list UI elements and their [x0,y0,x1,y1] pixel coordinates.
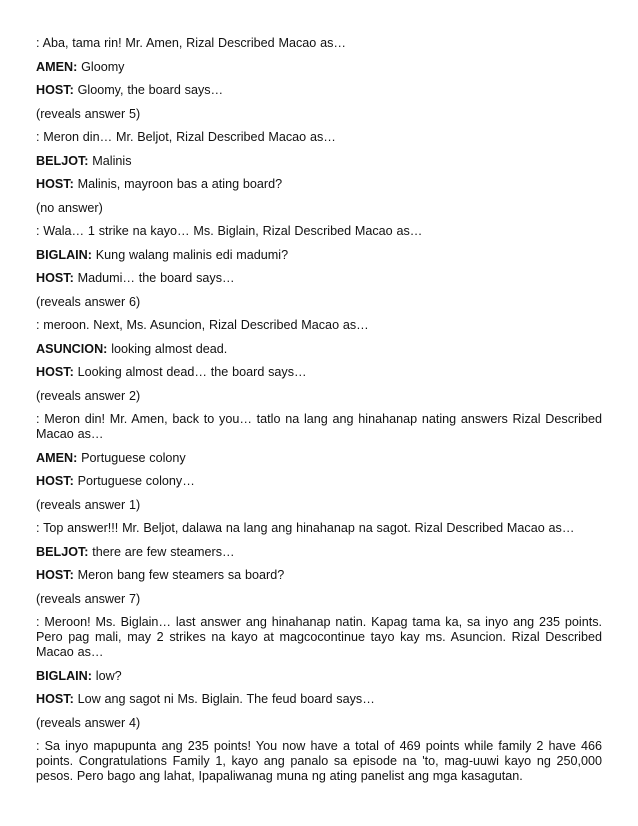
script-line [36,389,602,404]
speaker-label: HOST: [36,474,74,488]
speaker-label: HOST: [36,271,74,285]
script-line [36,36,602,51]
line-text: Malinis [92,153,132,168]
line-text: : Meron din! Mr. Amen, back to you… tatlo na lang ang hinahanap nating answers Rizal Described Macao as… [36,412,602,441]
line-text: : Meroon! Ms. Biglain… last answer ang hinahanap natin. Kapag tama ka, sa inyo ang 235 points. Pero pag mali, may 2 strikes na kayo at magcocontinue tayo kay ms. Asuncion. Rizal Described Macao as… [36,615,602,659]
script-line [36,669,602,684]
script-line [36,615,602,660]
script-line [36,83,602,98]
script-line [36,318,602,333]
line-text: (reveals answer 5) [36,106,141,121]
line-text: Portuguese colony [81,450,186,465]
script-line [36,474,602,489]
speaker-label: AMEN: [36,450,78,465]
line-text: : meroon. Next, Ms. Asuncion, Rizal Described Macao as… [36,318,369,332]
line-text: there are few steamers… [92,544,235,559]
line-text: Looking almost dead… the board says… [77,365,307,379]
script-line [36,154,602,169]
script-line [36,271,602,286]
script-line [36,498,602,513]
script-line [36,224,602,239]
script-line [36,248,602,263]
line-text: (reveals answer 7) [36,591,141,606]
line-text: looking almost dead. [111,341,228,356]
script-line [36,177,602,192]
script-line [36,521,602,536]
script-line [36,451,602,466]
speaker-label: HOST: [36,177,74,191]
script-line [36,412,602,442]
line-text: low? [95,668,122,683]
script-line [36,568,602,583]
speaker-label: BELJOT: [36,544,89,559]
speaker-label: HOST: [36,568,74,582]
script-line [36,60,602,75]
line-text: (reveals answer 4) [36,715,141,730]
line-text: (reveals answer 1) [36,497,141,512]
line-text: : Wala… 1 strike na kayo… Ms. Biglain, Rizal Described Macao as… [36,224,423,238]
script-line [36,592,602,607]
speaker-label: HOST: [36,83,74,97]
line-text: Malinis, mayroon bas a ating board? [77,177,283,191]
script-document [36,36,602,793]
script-line [36,716,602,731]
script-line [36,201,602,216]
script-line [36,295,602,310]
speaker-label: HOST: [36,365,74,379]
line-text: Meron bang few steamers sa board? [77,568,285,582]
speaker-label: BELJOT: [36,153,89,168]
line-text: : Top answer!!! Mr. Beljot, dalawa na lang ang hinahanap na sagot. Rizal Described Macao as… [36,521,575,535]
script-line [36,342,602,357]
speaker-label: AMEN: [36,59,78,74]
line-text: Gloomy [81,59,125,74]
script-line [36,365,602,380]
line-text: : Aba, tama rin! Mr. Amen, Rizal Described Macao as… [36,36,346,50]
speaker-label: ASUNCION: [36,341,108,356]
speaker-label: BIGLAIN: [36,668,92,683]
line-text: : Meron din… Mr. Beljot, Rizal Described Macao as… [36,130,336,144]
line-text: Madumi… the board says… [77,271,235,285]
script-line [36,107,602,122]
script-line [36,545,602,560]
speaker-label: HOST: [36,692,74,706]
line-text: Gloomy, the board says… [77,83,224,97]
line-text: (reveals answer 2) [36,388,141,403]
speaker-label: BIGLAIN: [36,247,92,262]
line-text: (no answer) [36,200,103,215]
script-line [36,130,602,145]
script-line [36,739,602,784]
line-text: Portuguese colony… [77,474,195,488]
line-text: (reveals answer 6) [36,294,141,309]
script-line [36,692,602,707]
line-text: : Sa inyo mapupunta ang 235 points! You now have a total of 469 points while family 2 have 466 points. Congratulations Family 1, kayo ang panalo sa episode na 'to, mag-uuwi kayo ng 250,000 pesos. Pero bago ang lahat, Ipapaliwanag muna ng ating panelist ang mga kasagutan. [36,739,602,783]
line-text: Kung walang malinis edi madumi? [95,247,289,262]
line-text: Low ang sagot ni Ms. Biglain. The feud board says… [77,692,375,706]
